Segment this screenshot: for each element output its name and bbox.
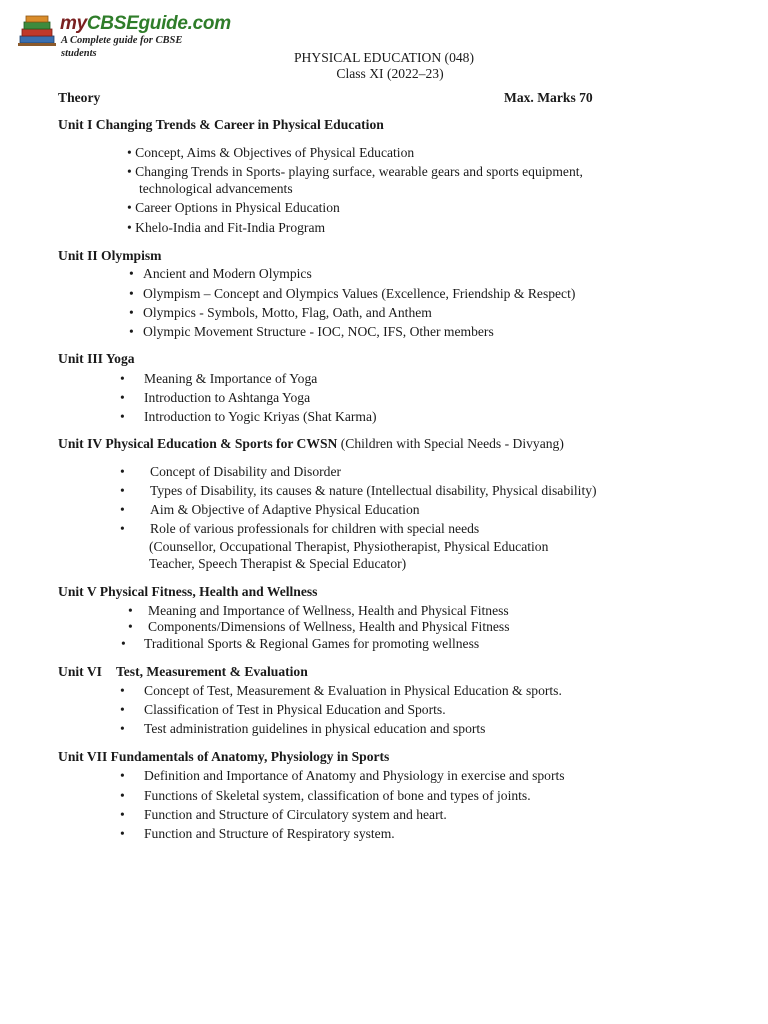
list-item: • Meaning and Importance of Wellness, Health and Physical Fitness bbox=[128, 603, 509, 618]
list-item: • Functions of Skeletal system, classification of bone and types of joints. bbox=[120, 788, 531, 803]
list-item: • Introduction to Yogic Kriyas (Shat Karma) bbox=[120, 409, 377, 424]
list-item: • Components/Dimensions of Wellness, Health and Physical Fitness bbox=[128, 619, 510, 634]
bullet-icon: • bbox=[129, 266, 134, 281]
list-item: • Test administration guidelines in physical education and sports bbox=[120, 721, 486, 736]
unit-title-suffix: (Children with Special Needs - Divyang) bbox=[340, 436, 564, 451]
list-item: • Career Options in Physical Education bbox=[127, 200, 340, 215]
unit-title-line bbox=[58, 664, 308, 681]
bullet-icon: • bbox=[129, 324, 134, 339]
list-item: • Changing Trends in Sports- playing surface, wearable gears and sports equipment, bbox=[127, 164, 583, 179]
list-item: • Ancient and Modern Olympics bbox=[129, 266, 312, 281]
list-item: • Function and Structure of Circulatory system and heart. bbox=[120, 807, 447, 822]
list-item: • Concept of Test, Measurement & Evaluation in Physical Education & sports. bbox=[120, 683, 562, 698]
bullet-icon: • bbox=[128, 603, 133, 618]
document-title: PHYSICAL EDUCATION (048) bbox=[294, 50, 474, 65]
list-item: • Introduction to Ashtanga Yoga bbox=[120, 390, 311, 405]
bullet-icon: • bbox=[127, 220, 132, 235]
unit-number: Unit VI bbox=[58, 664, 102, 679]
bullet-icon: • bbox=[120, 502, 125, 517]
list-item: • Types of Disability, its causes & nature (Intellectual disability, Physical disability) bbox=[120, 483, 597, 498]
list-item: • Role of various professionals for children with special needs bbox=[120, 521, 480, 536]
theory-label: Theory bbox=[58, 90, 101, 105]
list-item: • Traditional Sports & Regional Games for promoting wellness bbox=[121, 636, 480, 651]
unit-title: Unit IV Physical Education & Sports for CWSN bbox=[58, 436, 338, 451]
bullet-icon: • bbox=[120, 826, 125, 841]
unit-title: Unit V Physical Fitness, Health and Wellness bbox=[58, 584, 318, 599]
brand-cbse: CBSE bbox=[86, 13, 139, 34]
bullet-icon: • bbox=[120, 521, 125, 536]
list-item: • Meaning & Importance of Yoga bbox=[120, 371, 318, 386]
bullet-icon: • bbox=[120, 371, 125, 386]
list-item-continuation: (Counsellor, Occupational Therapist, Physiotherapist, Physical Education bbox=[149, 539, 549, 554]
bullet-icon: • bbox=[127, 200, 132, 215]
bullet-icon: • bbox=[120, 409, 125, 424]
bullet-icon: • bbox=[120, 702, 125, 717]
list-item: • Olympism – Concept and Olympics Values (Excellence, Friendship & Respect) bbox=[129, 286, 576, 301]
list-item: • Function and Structure of Respiratory system. bbox=[120, 826, 395, 841]
document-subtitle: Class XI (2022–23) bbox=[336, 66, 444, 81]
site-logo bbox=[18, 13, 231, 60]
list-item: • Classification of Test in Physical Education and Sports. bbox=[120, 702, 446, 717]
bullet-icon: • bbox=[120, 483, 125, 498]
max-marks: Max. Marks 70 bbox=[504, 90, 593, 105]
bullet-icon: • bbox=[127, 164, 132, 179]
unit-title: Test, Measurement & Evaluation bbox=[115, 664, 308, 679]
brand-tagline: A Complete guide for CBSE students bbox=[61, 35, 183, 60]
list-item-continuation: Teacher, Speech Therapist & Special Educator) bbox=[149, 556, 407, 571]
unit-title: Unit I Changing Trends & Career in Physical Education bbox=[58, 117, 384, 132]
bullet-icon: • bbox=[120, 788, 125, 803]
list-item: • Khelo-India and Fit-India Program bbox=[127, 220, 326, 235]
list-item: • Concept of Disability and Disorder bbox=[120, 464, 342, 479]
bullet-icon: • bbox=[129, 305, 134, 320]
bullet-icon: • bbox=[128, 619, 133, 634]
books-icon bbox=[18, 14, 58, 48]
unit-title: Unit VII Fundamentals of Anatomy, Physiology in Sports bbox=[58, 749, 390, 764]
bullet-icon: • bbox=[120, 390, 125, 405]
bullet-icon: • bbox=[120, 807, 125, 822]
brand-domain: .com bbox=[187, 13, 231, 34]
bullet-icon: • bbox=[121, 636, 126, 651]
list-item-continuation: technological advancements bbox=[139, 181, 293, 196]
list-item: • Aim & Objective of Adaptive Physical Education bbox=[120, 502, 420, 517]
bullet-icon: • bbox=[120, 721, 125, 736]
bullet-icon: • bbox=[129, 286, 134, 301]
bullet-icon: • bbox=[120, 768, 125, 783]
bullet-icon: • bbox=[127, 145, 132, 160]
brand-guide: guide bbox=[138, 13, 188, 34]
unit-title-line bbox=[58, 436, 564, 453]
unit-title: Unit II Olympism bbox=[58, 248, 162, 263]
list-item: • Olympics - Symbols, Motto, Flag, Oath, and Anthem bbox=[129, 305, 432, 320]
brand-name bbox=[60, 12, 231, 36]
unit-title: Unit III Yoga bbox=[58, 351, 135, 366]
list-item: • Olympic Movement Structure - IOC, NOC, IFS, Other members bbox=[129, 324, 494, 339]
list-item: • Concept, Aims & Objectives of Physical Education bbox=[127, 145, 415, 160]
bullet-icon: • bbox=[120, 683, 125, 698]
brand-my: my bbox=[60, 13, 87, 34]
list-item: • Definition and Importance of Anatomy and Physiology in exercise and sports bbox=[120, 768, 565, 783]
bullet-icon: • bbox=[120, 464, 125, 479]
